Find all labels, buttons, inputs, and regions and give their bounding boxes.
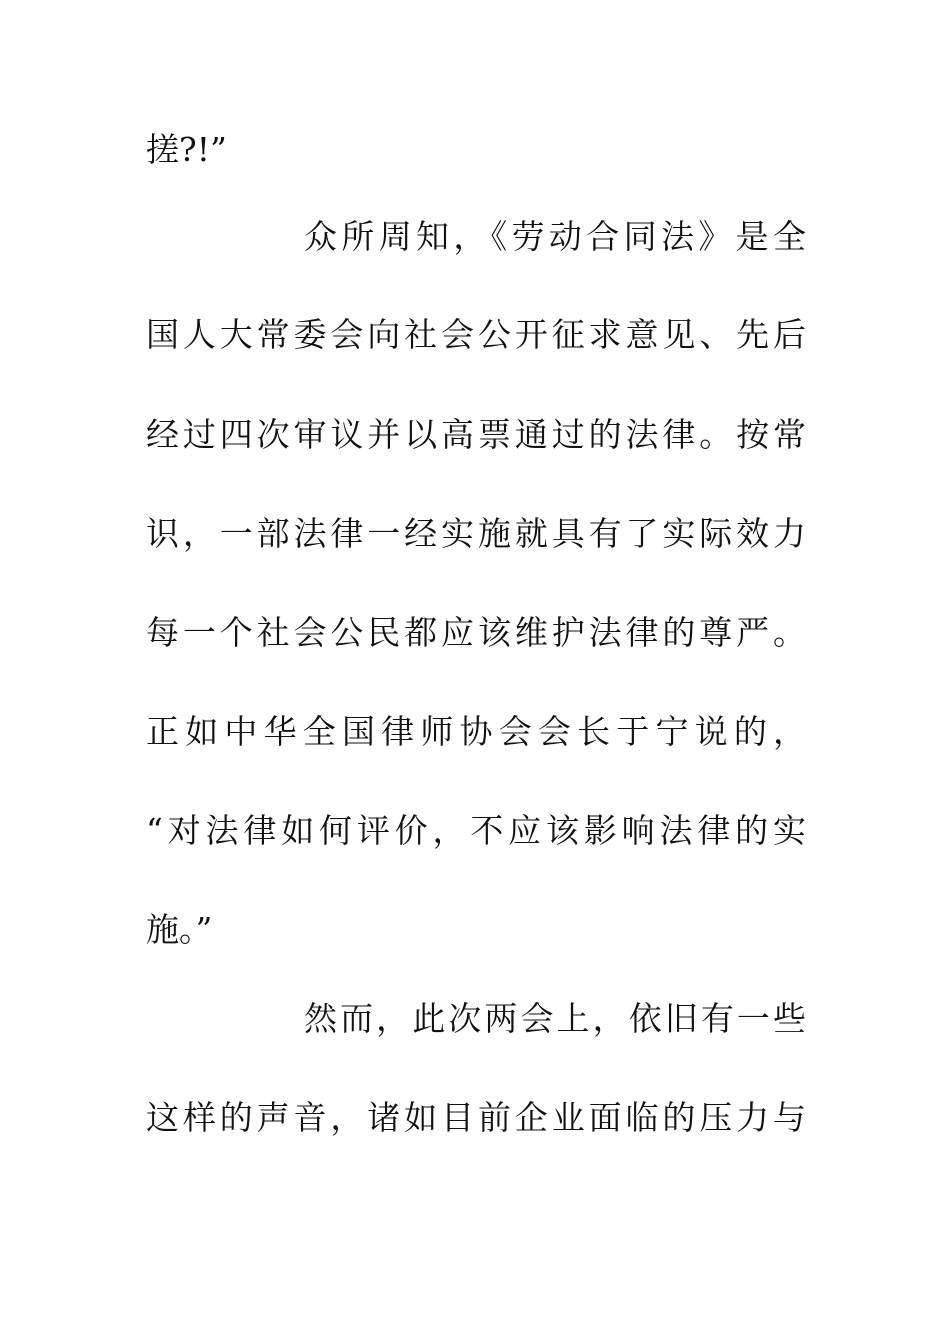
text-line-3: 国人大常委会向社会公开征求意见、先后 — [146, 315, 806, 354]
text-line-2: 众所周知，《劳动合同法》是全 — [304, 217, 806, 256]
text-line-7: 正如中华全国律师协会会长于宁说的， — [146, 712, 806, 751]
text-line-1: 搓?!” — [146, 130, 227, 169]
text-line-11: 这样的声音，诸如目前企业面临的压力与 — [146, 1098, 806, 1137]
text-line-10: 然而，此次两会上，依旧有一些 — [304, 999, 806, 1038]
text-line-6: 每一个社会公民都应该维护法律的尊严。 — [146, 613, 806, 652]
text-line-5: 识，一部法律一经实施就具有了实际效力 — [146, 514, 806, 553]
text-line-9: 施。” — [146, 910, 213, 949]
text-line-4: 经过四次审议并以高票通过的法律。按常 — [146, 415, 806, 454]
text-line-8: “对法律如何评价，不应该影响法律的实 — [146, 811, 806, 850]
